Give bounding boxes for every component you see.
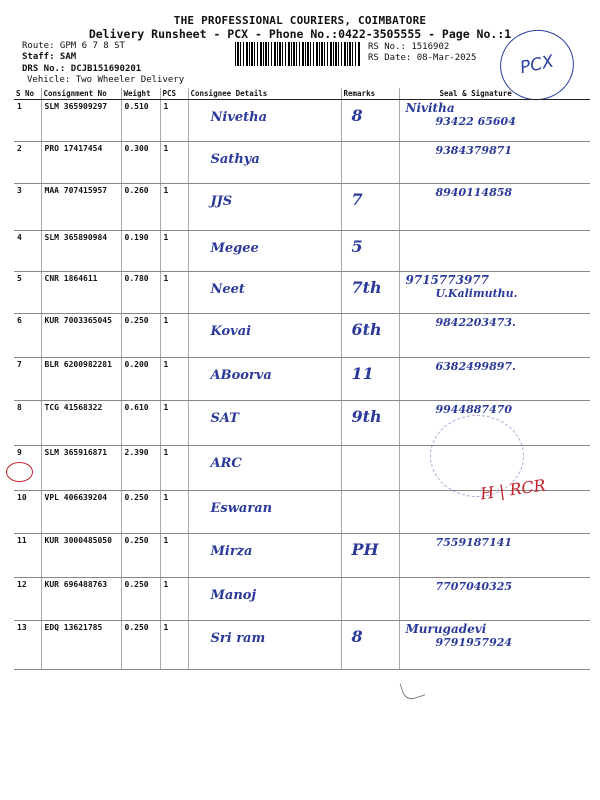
drs-line [22, 64, 141, 75]
route-line: Route: GPM 6 7 8 ST [22, 41, 125, 51]
table-row [14, 621, 590, 670]
remarks-handwriting: 6th [351, 320, 382, 339]
row-consignment-no: CNR 1864611 [41, 272, 121, 314]
row-pcs: 1 [160, 184, 188, 231]
consignee-handwriting: ABoorva [210, 368, 272, 383]
row-weight: 0.250 [121, 534, 160, 578]
stamp-text: PCX [518, 51, 556, 79]
table-row [14, 358, 590, 401]
row-pcs: 1 [160, 358, 188, 401]
signature-handwriting [406, 102, 516, 128]
row-signature [399, 534, 590, 578]
signature-text: 9715773977 [405, 273, 489, 287]
row-remarks [341, 358, 399, 401]
red-handwritten-mark: H | RCR [478, 475, 547, 504]
table-row [14, 100, 590, 142]
document-title: THE PROFESSIONAL COURIERS, COIMBATORE [173, 14, 427, 27]
consignee-handwriting: Eswaran [210, 501, 273, 516]
row-sno: 6 [14, 314, 41, 358]
row-consignment-no: KUR 7003365045 [41, 314, 121, 358]
row-pcs: 1 [160, 401, 188, 446]
consignee-handwriting: SAT [210, 411, 239, 426]
signature-handwriting [406, 274, 518, 300]
row-weight: 0.780 [121, 272, 160, 314]
row-consignee [188, 401, 341, 446]
drs-value: DCJB151690201 [70, 64, 142, 74]
consignee-handwriting: Sathya [210, 152, 260, 167]
signature-phone: U.Kalimuthu. [435, 287, 518, 300]
row-weight: 0.250 [121, 621, 160, 670]
row-pcs: 1 [160, 231, 188, 272]
row-sno: 7 [14, 358, 41, 401]
row-signature [399, 358, 590, 401]
col-signature: Seal & Signature [399, 88, 590, 100]
row-pcs: 1 [160, 446, 188, 491]
signature-handwriting [406, 580, 513, 593]
row-sno: 4 [14, 231, 41, 272]
signature-handwriting [406, 403, 513, 416]
consignee-handwriting: Sri ram [210, 631, 266, 646]
row-consignee [188, 272, 341, 314]
row-weight: 0.610 [121, 401, 160, 446]
remarks-handwriting: 11 [351, 364, 374, 383]
row-sno: 3 [14, 184, 41, 231]
signature-text: Murugadevi [405, 622, 487, 636]
row-sno: 11 [14, 534, 41, 578]
row-consignee [188, 446, 341, 491]
consignee-handwriting: Neet [210, 282, 245, 297]
row-pcs: 1 [160, 100, 188, 142]
row-consignment-no: SLM 365890984 [41, 231, 121, 272]
consignee-handwriting: JJS [210, 194, 233, 209]
row-consignment-no: MAA 707415957 [41, 184, 121, 231]
row-sno: 9 [14, 446, 41, 491]
col-weight: Weight [121, 88, 160, 100]
row-pcs: 1 [160, 578, 188, 621]
signature-handwriting [406, 186, 513, 199]
row-remarks [341, 446, 399, 491]
row-consignment-no: PRO 17417454 [41, 142, 121, 184]
table-row [14, 142, 590, 184]
consignee-handwriting: Mirza [210, 544, 253, 559]
row-sno: 12 [14, 578, 41, 621]
row-pcs: 1 [160, 491, 188, 534]
row-remarks [341, 578, 399, 621]
row-remarks [341, 314, 399, 358]
table-row [14, 314, 590, 358]
row-10-circle-mark [6, 462, 33, 482]
row-sno: 13 [14, 621, 41, 670]
row-signature [399, 231, 590, 272]
signature-handwriting [406, 536, 513, 549]
document-subtitle: Delivery Runsheet - PCX - Phone No.:0422-3505555 - Page No.:1 [88, 27, 512, 41]
row-weight: 0.190 [121, 231, 160, 272]
row-signature [399, 184, 590, 231]
row-consignee [188, 184, 341, 231]
row-consignee [188, 100, 341, 142]
row-remarks [341, 272, 399, 314]
consignee-handwriting: Megee [210, 241, 259, 256]
row-consignee [188, 621, 341, 670]
rs-number: RS No.: 1516902 [368, 42, 450, 52]
signature-phone: 8940114858 [435, 186, 513, 199]
row-consignee [188, 231, 341, 272]
signature-phone: 7707040325 [435, 580, 513, 593]
rs-date: RS Date: 08-Mar-2025 [368, 53, 477, 63]
remarks-handwriting: 8 [351, 106, 363, 125]
consignee-handwriting: Nivetha [210, 110, 268, 125]
table-row [14, 184, 590, 231]
row-weight: 0.200 [121, 358, 160, 401]
table-row [14, 231, 590, 272]
row-consignee [188, 142, 341, 184]
row-remarks [341, 534, 399, 578]
runsheet-table [14, 88, 590, 670]
row-remarks [341, 491, 399, 534]
table-header-row [14, 88, 590, 100]
row-consignee [188, 491, 341, 534]
signature-phone: 93422 65604 [435, 115, 516, 128]
row-weight: 0.300 [121, 142, 160, 184]
row-consignment-no: VPL 406639204 [41, 491, 121, 534]
row-consignment-no: SLM 365916871 [41, 446, 121, 491]
row-weight: 0.250 [121, 314, 160, 358]
barcode [235, 42, 360, 66]
signature-handwriting [406, 360, 516, 373]
remarks-handwriting: 7th [351, 278, 382, 297]
remarks-handwriting: 7 [351, 190, 363, 209]
row-sno: 1 [14, 100, 41, 142]
col-pcs: PCS [160, 88, 188, 100]
row-consignment-no: KUR 696488763 [41, 578, 121, 621]
row-sno: 10 [14, 491, 41, 534]
row-weight: 0.250 [121, 578, 160, 621]
row-pcs: 1 [160, 534, 188, 578]
signature-phone: 9791957924 [435, 636, 513, 649]
drs-label: DRS No.: [22, 64, 66, 74]
signature-phone: 9842203473. [435, 316, 516, 329]
row-pcs: 1 [160, 621, 188, 670]
vehicle-line: Vehicle: Two Wheeler Delivery [27, 75, 185, 85]
row-sno: 2 [14, 142, 41, 184]
row-pcs: 1 [160, 314, 188, 358]
signature-handwriting [406, 623, 513, 649]
consignee-handwriting: Manoj [210, 588, 257, 603]
signature-phone: 6382499897. [435, 360, 516, 373]
row-remarks [341, 231, 399, 272]
row-signature [399, 621, 590, 670]
col-sno: S No [14, 88, 41, 100]
table-row [14, 534, 590, 578]
row-weight: 2.390 [121, 446, 160, 491]
remarks-handwriting: 5 [351, 237, 363, 256]
row-remarks [341, 621, 399, 670]
signature-text: Nivitha [405, 101, 455, 115]
consignee-handwriting: Kovai [210, 324, 252, 339]
row-consignee [188, 358, 341, 401]
col-consignee: Consignee Details [188, 88, 341, 100]
signature-phone: 7559187141 [435, 536, 513, 549]
row-pcs: 1 [160, 142, 188, 184]
row-consignment-no: EDQ 13621785 [41, 621, 121, 670]
remarks-handwriting: PH [351, 540, 379, 559]
row-consignment-no: TCG 41568322 [41, 401, 121, 446]
col-consignment: Consignment No [41, 88, 121, 100]
table-row [14, 272, 590, 314]
pen-tick-mark [400, 677, 426, 702]
row-consignment-no: KUR 3000485050 [41, 534, 121, 578]
row-consignment-no: BLR 6200982281 [41, 358, 121, 401]
staff-line: Staff: SAM [22, 52, 77, 62]
row-weight: 0.510 [121, 100, 160, 142]
signature-handwriting [406, 144, 513, 157]
row-signature [399, 578, 590, 621]
row-remarks [341, 184, 399, 231]
row-signature [399, 314, 590, 358]
row-remarks [341, 401, 399, 446]
signature-handwriting [406, 316, 516, 329]
row-sno: 8 [14, 401, 41, 446]
row-weight: 0.250 [121, 491, 160, 534]
consignee-handwriting: ARC [210, 456, 242, 471]
row-sno: 5 [14, 272, 41, 314]
row-remarks [341, 142, 399, 184]
row-signature [399, 100, 590, 142]
row-signature [399, 142, 590, 184]
remarks-handwriting: 9th [351, 407, 382, 426]
row-consignee [188, 314, 341, 358]
row-remarks [341, 100, 399, 142]
row-consignment-no: SLM 365909297 [41, 100, 121, 142]
row-consignee [188, 578, 341, 621]
row-signature [399, 272, 590, 314]
row-consignee [188, 534, 341, 578]
remarks-handwriting: 8 [351, 627, 363, 646]
signature-phone: 9944887470 [435, 403, 513, 416]
row-weight: 0.260 [121, 184, 160, 231]
row-pcs: 1 [160, 272, 188, 314]
table-row [14, 578, 590, 621]
col-remarks: Remarks [341, 88, 399, 100]
signature-phone: 9384379871 [435, 144, 513, 157]
